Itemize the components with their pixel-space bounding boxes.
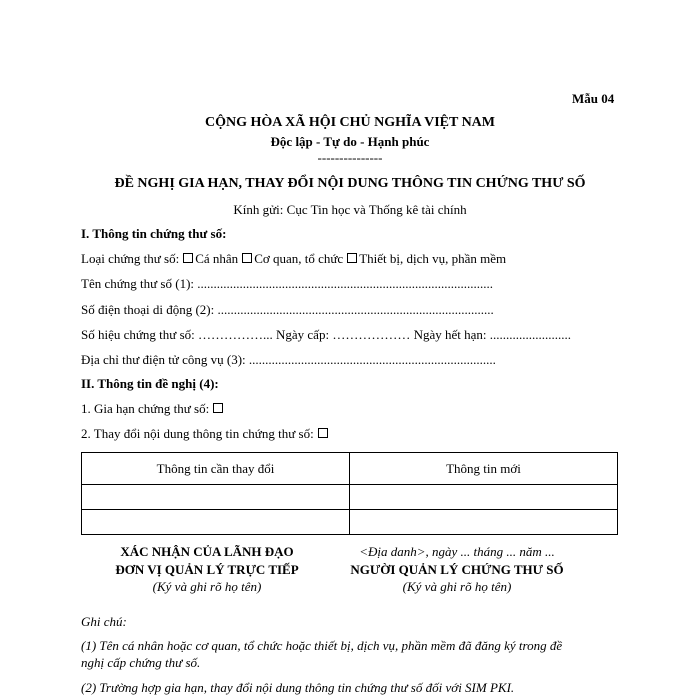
checkbox-individual[interactable] [183,253,193,263]
national-motto: Độc lập - Tự do - Hạnh phúc [270,134,430,149]
manager-signature-note: (Ký và ghi rõ họ tên) [402,579,512,595]
country-name: CỘNG HÒA XÃ HỘI CHỦ NGHĨA VIỆT NAM [204,115,495,130]
table-cell-new-info[interactable] [350,510,618,535]
recipient-line: Kính gửi: Cục Tin học và Thống kê tài chính [233,202,467,217]
header-separator: --------------- [317,150,383,165]
checkbox-device-service[interactable] [347,253,357,263]
table-header-current-info: Thông tin cần thay đổi [82,453,350,485]
certificate-type-row [81,251,506,267]
option-individual: Cá nhân [195,251,239,266]
certificate-manager-title: NGƯỜI QUẢN LÝ CHỨNG THƯ SỐ [350,561,564,577]
serial-dates-line: Số hiệu chứng thư số: ……………... Ngày cấp: ……………… Ngày hết hạn: ......................... [81,327,571,342]
document-title: ĐỀ NGHỊ GIA HẠN, THAY ĐỔI NỘI DUNG THÔNG TIN CHỨNG THƯ SỐ [114,176,586,191]
renewal-row [81,401,225,417]
leader-confirmation-title-2: ĐƠN VỊ QUẢN LÝ TRỰC TIẾP [115,561,299,577]
email-line: Địa chỉ thư điện tử công vụ (3): ............................................................................ [81,352,496,367]
table-cell-current-info[interactable] [82,510,350,535]
section1-heading: I. Thông tin chứng thư số: [81,226,227,241]
change-info-label: 2. Thay đổi nội dung thông tin chứng thư số: [81,426,314,441]
table-header-new-info: Thông tin mới [350,453,618,485]
checkbox-change-info[interactable] [318,428,328,438]
section2-heading: II. Thông tin đề nghị (4): [81,376,219,391]
checkbox-renewal[interactable] [213,403,223,413]
note-2: (2) Trường hợp gia hạn, thay đổi nội dung thông tin chứng thư số đối với SIM PKI. [81,680,515,695]
change-info-table [81,452,618,535]
change-info-row [81,426,330,442]
notes-heading: Ghi chú: [81,614,127,629]
table-cell-current-info[interactable] [82,485,350,510]
table-row [82,510,618,535]
table-row [82,485,618,510]
table-header-row [82,453,618,485]
note-1-line-1: (1) Tên cá nhân hoặc cơ quan, tổ chức hoặc thiết bị, dịch vụ, phần mềm đã đăng ký trong đề [81,638,563,653]
table-cell-new-info[interactable] [350,485,618,510]
place-date-line: <Địa danh>, ngày ... tháng ... năm ... [359,544,555,559]
certificate-manager-block [312,543,602,596]
leader-signature-note: (Ký và ghi rõ họ tên) [152,579,262,595]
leader-confirmation-block [62,543,352,596]
form-code: Mẫu 04 [572,91,615,106]
certificate-type-label: Loại chứng thư số: [81,251,180,266]
leader-confirmation-title-1: XÁC NHẬN CỦA LÃNH ĐẠO [120,544,294,559]
renewal-label: 1. Gia hạn chứng thư số: [81,401,210,416]
checkbox-organization[interactable] [242,253,252,263]
note-1-line-2: nghị cấp chứng thư số. [81,655,201,670]
certificate-name-line: Tên chứng thư số (1): ........................................................................................... [81,276,494,291]
option-device-service: Thiết bị, dịch vụ, phần mềm [359,251,507,266]
option-organization: Cơ quan, tổ chức [254,251,344,266]
phone-line: Số điện thoại di động (2): ..................................................................................... [81,302,494,317]
